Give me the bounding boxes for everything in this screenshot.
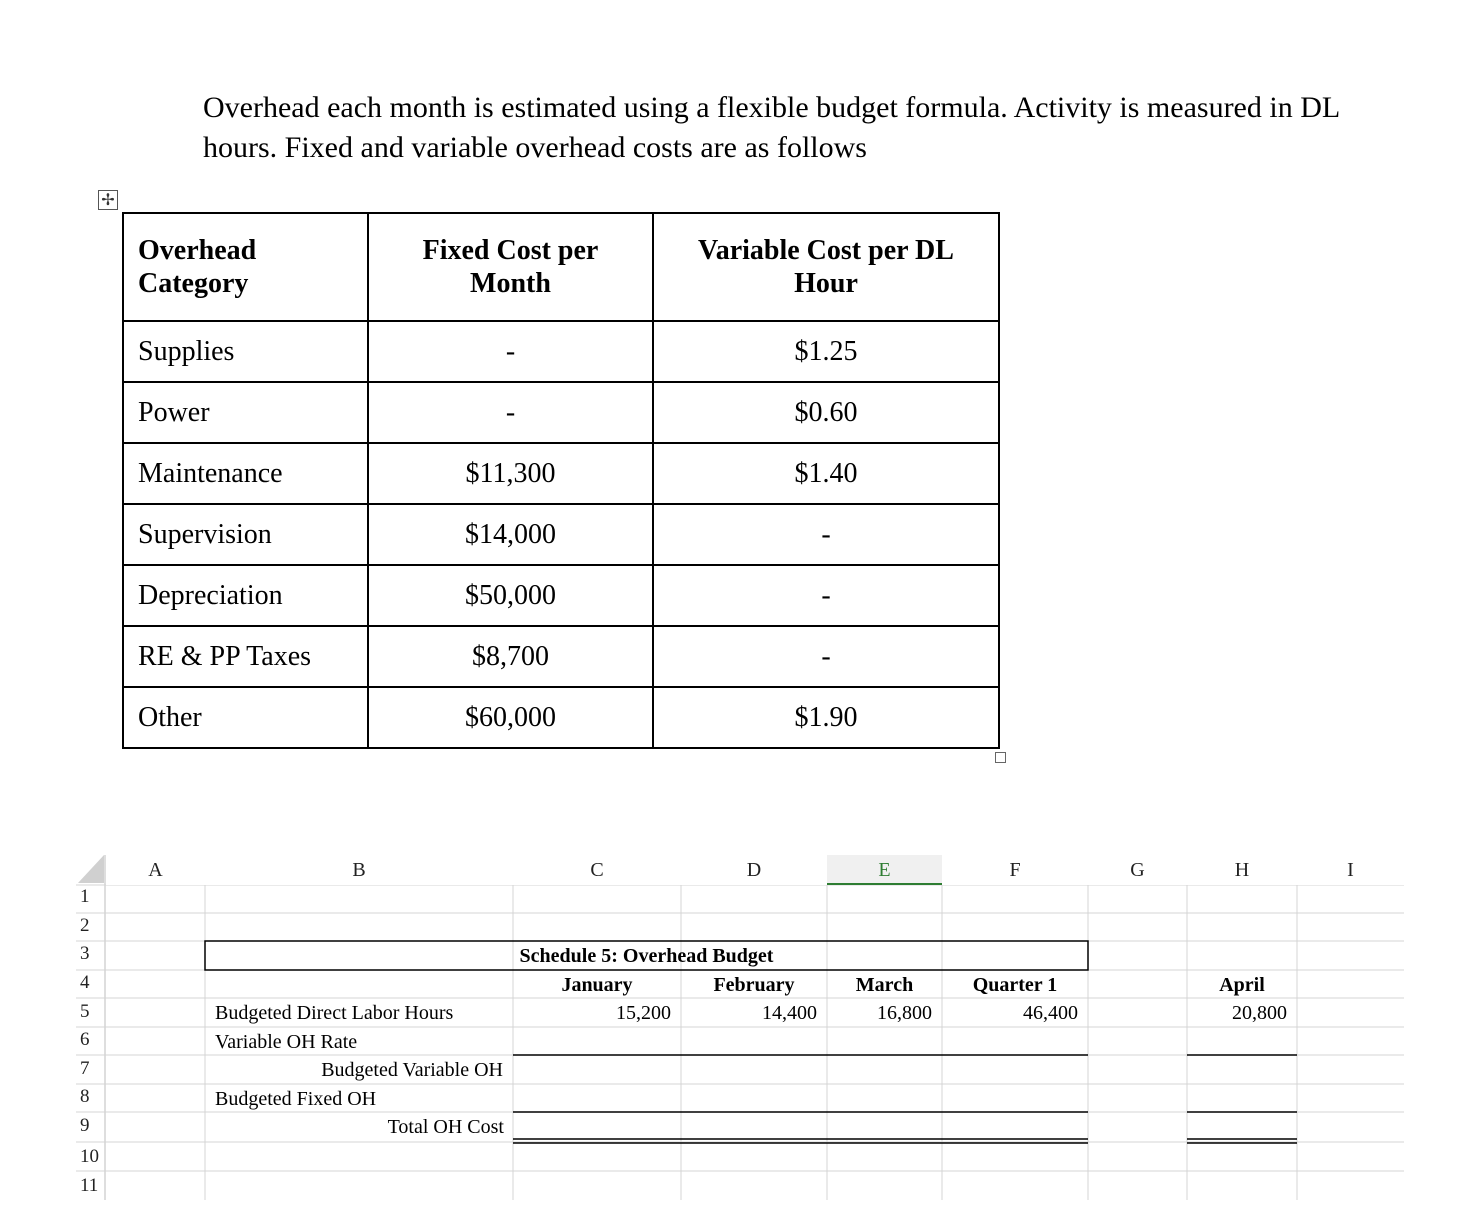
dl-hours-april[interactable]: 20,800 bbox=[1232, 1002, 1287, 1024]
dl-hours-quarter-1[interactable]: 46,400 bbox=[1023, 1002, 1078, 1024]
intro-paragraph: Overhead each month is estimated using a flexible budget formula. Activity is measured in DL hours. Fixed and variable overhead costs are as follows bbox=[203, 91, 1340, 164]
overhead-cost-table bbox=[122, 212, 1000, 749]
category-cell: Supplies bbox=[123, 321, 368, 382]
label-budgeted-variable-oh[interactable]: Budgeted Variable OH bbox=[321, 1059, 503, 1081]
table-row bbox=[123, 321, 999, 382]
label-budgeted-dl-hours[interactable]: Budgeted Direct Labor Hours bbox=[215, 1002, 454, 1024]
fixed-cost-cell: $60,000 bbox=[368, 687, 653, 748]
column-header-g[interactable]: G bbox=[1088, 855, 1187, 885]
column-header-i[interactable]: I bbox=[1297, 855, 1404, 885]
variable-cost-cell: - bbox=[653, 565, 999, 626]
category-cell: Depreciation bbox=[123, 565, 368, 626]
category-cell: Maintenance bbox=[123, 443, 368, 504]
variable-cost-cell: $1.40 bbox=[653, 443, 999, 504]
move-icon[interactable]: ✢ bbox=[98, 190, 118, 210]
fixed-cost-cell: - bbox=[368, 321, 653, 382]
dl-hours-january[interactable]: 15,200 bbox=[616, 1002, 671, 1024]
column-header-f[interactable]: F bbox=[942, 855, 1088, 885]
category-cell: RE & PP Taxes bbox=[123, 626, 368, 687]
row-header-3[interactable]: 3 bbox=[80, 943, 90, 964]
header-january[interactable]: January bbox=[561, 974, 633, 996]
table-row bbox=[123, 382, 999, 443]
column-header-a[interactable]: A bbox=[106, 855, 205, 885]
row-header-10[interactable]: 10 bbox=[80, 1146, 99, 1167]
schedule-title[interactable]: Schedule 5: Overhead Budget bbox=[519, 945, 774, 967]
row-header-8[interactable]: 8 bbox=[80, 1086, 90, 1107]
select-all-corner[interactable] bbox=[76, 855, 106, 885]
row-header-11[interactable]: 11 bbox=[80, 1175, 99, 1196]
fixed-cost-cell: $11,300 bbox=[368, 443, 653, 504]
table-row bbox=[123, 687, 999, 748]
row-header-2[interactable]: 2 bbox=[80, 915, 90, 936]
column-header-h[interactable]: H bbox=[1187, 855, 1297, 885]
fixed-cost-cell: $50,000 bbox=[368, 565, 653, 626]
header-march[interactable]: March bbox=[855, 974, 914, 996]
label-variable-oh-rate[interactable]: Variable OH Rate bbox=[215, 1031, 358, 1053]
fixed-cost-cell: - bbox=[368, 382, 653, 443]
fixed-cost-cell: $8,700 bbox=[368, 626, 653, 687]
row-header-9[interactable]: 9 bbox=[80, 1115, 90, 1136]
row-header-5[interactable]: 5 bbox=[80, 1001, 90, 1022]
row-header-7[interactable]: 7 bbox=[80, 1058, 90, 1079]
column-header-d[interactable]: D bbox=[681, 855, 827, 885]
category-cell: Supervision bbox=[123, 504, 368, 565]
table-row bbox=[123, 565, 999, 626]
row-header-6[interactable]: 6 bbox=[80, 1029, 90, 1050]
header-april[interactable]: April bbox=[1219, 974, 1265, 996]
row-header-4[interactable]: 4 bbox=[80, 972, 90, 993]
label-budgeted-fixed-oh[interactable]: Budgeted Fixed OH bbox=[215, 1088, 377, 1110]
category-cell: Power bbox=[123, 382, 368, 443]
header-february[interactable]: February bbox=[713, 974, 795, 996]
variable-cost-cell: $1.25 bbox=[653, 321, 999, 382]
category-cell: Other bbox=[123, 687, 368, 748]
column-header-b[interactable]: B bbox=[205, 855, 513, 885]
variable-cost-cell: $1.90 bbox=[653, 687, 999, 748]
column-header-e[interactable]: E bbox=[827, 855, 942, 885]
header-overhead-category: Overhead Category bbox=[123, 213, 368, 321]
column-header-c[interactable]: C bbox=[513, 855, 681, 885]
table-row bbox=[123, 443, 999, 504]
fixed-cost-cell: $14,000 bbox=[368, 504, 653, 565]
header-quarter-1[interactable]: Quarter 1 bbox=[972, 974, 1058, 996]
resize-handle[interactable] bbox=[995, 752, 1006, 763]
variable-cost-cell: $0.60 bbox=[653, 382, 999, 443]
variable-cost-cell: - bbox=[653, 504, 999, 565]
label-total-oh-cost[interactable]: Total OH Cost bbox=[387, 1116, 504, 1138]
dl-hours-march[interactable]: 16,800 bbox=[877, 1002, 932, 1024]
row-header-1[interactable]: 1 bbox=[80, 886, 90, 907]
variable-cost-cell: - bbox=[653, 626, 999, 687]
dl-hours-february[interactable]: 14,400 bbox=[762, 1002, 817, 1024]
header-variable-cost: Variable Cost per DL Hour bbox=[653, 213, 999, 321]
overhead-table-header bbox=[123, 213, 999, 321]
table-row bbox=[123, 626, 999, 687]
table-row bbox=[123, 504, 999, 565]
header-fixed-cost: Fixed Cost per Month bbox=[368, 213, 653, 321]
